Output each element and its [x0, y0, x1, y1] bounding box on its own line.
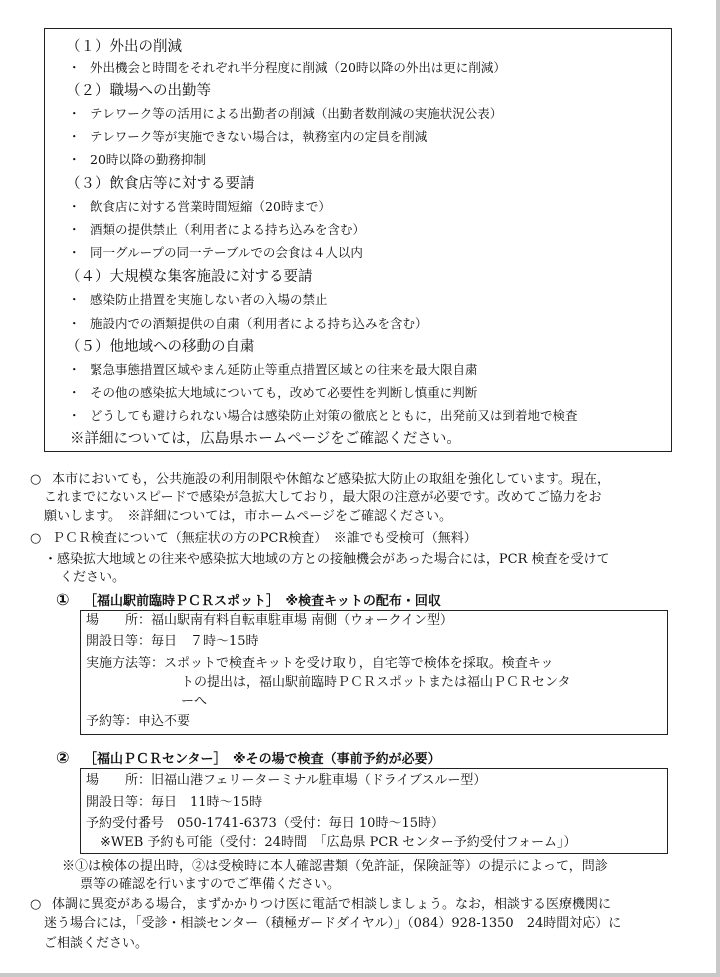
- section-2-title: （２）職場への出勤等: [66, 83, 211, 99]
- spot1-number: ①: [56, 590, 70, 609]
- pcr-intro-line-2: ください。: [60, 570, 126, 585]
- section-2-item-3: 20時以降の勤務抑制: [90, 152, 206, 167]
- city-line-3: 願いします。 ※詳細については，市ホームページをご確認ください。: [44, 509, 452, 524]
- measures-note: ※詳細については，広島県ホームページをご確認ください。: [70, 431, 461, 447]
- circle-mark: ○: [30, 472, 42, 487]
- spot1-method-line-1: 実施方法等：スポットで検査キットを受け取り，自宅等で検体を採取。検査キッ: [86, 656, 554, 671]
- pcr-intro-line-1: ・感染拡大地域との往来や感染拡大地域の方との接触機会があった場合には，PCR 検査を受けて: [44, 552, 610, 567]
- section-2-item-2: テレワーク等が実施できない場合は，執務室内の定員を削減: [90, 129, 428, 144]
- bullet: ・: [68, 385, 81, 400]
- section-1-item-1: 外出機会と時間をそれぞれ半分程度に削減（20時以降の外出は更に削減）: [90, 60, 506, 75]
- spot1-hours: 開設日等：毎日 ７時～15時: [86, 634, 259, 649]
- spot1-method-line-3: ーへ: [181, 694, 208, 709]
- city-line-1: 本市においても，公共施設の利用制限や休館など感染拡大防止の取組を強化しています。現在，: [52, 472, 610, 487]
- section-3-item-1: 飲食店に対する営業時間短縮（20時まで）: [90, 199, 331, 214]
- consult-line-2: 迷う場合には，「受診・相談センター（積極ガードダイヤル）」（084）928-1350 24時間対応）に: [44, 916, 622, 931]
- section-5-title: （５）他地域への移動の自粛: [66, 339, 255, 355]
- section-3-item-2: 酒類の提供禁止（利用者による持ち込みを含む）: [90, 222, 366, 237]
- bullet: ・: [68, 408, 81, 423]
- section-4-title: （４）大規模な集客施設に対する要請: [66, 269, 313, 285]
- section-2-item-1: テレワーク等の活用による出勤者の削減（出勤者数削減の実施状況公表）: [90, 106, 503, 121]
- bullet: ・: [68, 292, 81, 307]
- section-3-item-3: 同一グループの同一テーブルでの会食は４人以内: [90, 245, 363, 260]
- footnote-line-1: ※①は検体の提出時，②は受検時に本人確認書類（免許証，保険証等）の提示によって，問診: [62, 859, 608, 874]
- spot2-location: 場 所：旧福山港フェリーターミナル駐車場（ドライブスルー型）: [86, 773, 487, 788]
- section-5-item-2: その他の感染拡大地域についても，改めて必要性を判断し慎重に判断: [90, 385, 478, 400]
- spot1-location: 場 所：福山駅南有料自転車駐車場 南側（ウォークイン型）: [86, 613, 453, 628]
- spot2-hours: 開設日等：毎日 11時～15時: [86, 795, 263, 810]
- circle-mark: ○: [30, 897, 42, 912]
- section-1-title: （１）外出の削減: [66, 39, 182, 55]
- consult-line-1: 体調に異変がある場合，まずかかりつけ医に電話で相談しましょう。なお，相談する医療機関に: [52, 897, 612, 912]
- footnote-line-2: 票等の確認を行いますのでご準備ください。: [80, 877, 341, 892]
- bullet: ・: [68, 316, 81, 331]
- city-line-2: これまでにないスピードで感染が急拡大しており，最大限の注意が必要です。改めてご協力をお: [44, 490, 602, 505]
- bullet: ・: [68, 199, 81, 214]
- bullet: ・: [68, 222, 81, 237]
- section-4-item-1: 感染防止措置を実施しない者の入場の禁止: [90, 292, 328, 307]
- section-4-item-2: 施設内での酒類提供の自粛（利用者による持ち込みを含む）: [90, 316, 428, 331]
- spot2-title: ［福山ＰＣＲセンター］ ※その場で検査（事前予約が必要）: [84, 752, 441, 767]
- bullet: ・: [68, 245, 81, 260]
- consult-line-3: ご相談ください。: [44, 936, 149, 951]
- bullet: ・: [68, 362, 81, 377]
- bullet: ・: [68, 106, 81, 121]
- spot2-web: ※WEB 予約も可能（受付：24時間 「広島県 PCR センター予約受付フォーム」）: [100, 835, 577, 850]
- spot1-method-line-2: トの提出は，福山駅前臨時ＰＣＲスポットまたは福山ＰＣＲセンタ: [181, 675, 571, 690]
- bullet: ・: [68, 129, 81, 144]
- pcr-heading: ＰＣＲ検査について（無症状の方のPCR検査） ※誰でも受検可（無料）: [52, 531, 477, 546]
- circle-mark: ○: [30, 531, 42, 546]
- spot1-title: ［福山駅前臨時ＰＣＲスポット］ ※検査キットの配布・回収: [84, 594, 441, 609]
- section-3-title: （３）飲食店等に対する要請: [66, 176, 255, 192]
- section-5-item-3: どうしても避けられない場合は感染防止対策の徹底とともに，出発前又は到着地で検査: [90, 408, 578, 423]
- spot2-number: ②: [56, 748, 70, 767]
- bullet: ・: [68, 60, 81, 75]
- section-5-item-1: 緊急事態措置区域やまん延防止等重点措置区域との往来を最大限自粛: [90, 362, 478, 377]
- spot1-reservation: 予約等：申込不要: [86, 714, 191, 729]
- spot2-phone: 予約受付番号 050-1741-6373（受付：毎日 10時～15時）: [86, 816, 444, 831]
- bullet: ・: [68, 152, 81, 167]
